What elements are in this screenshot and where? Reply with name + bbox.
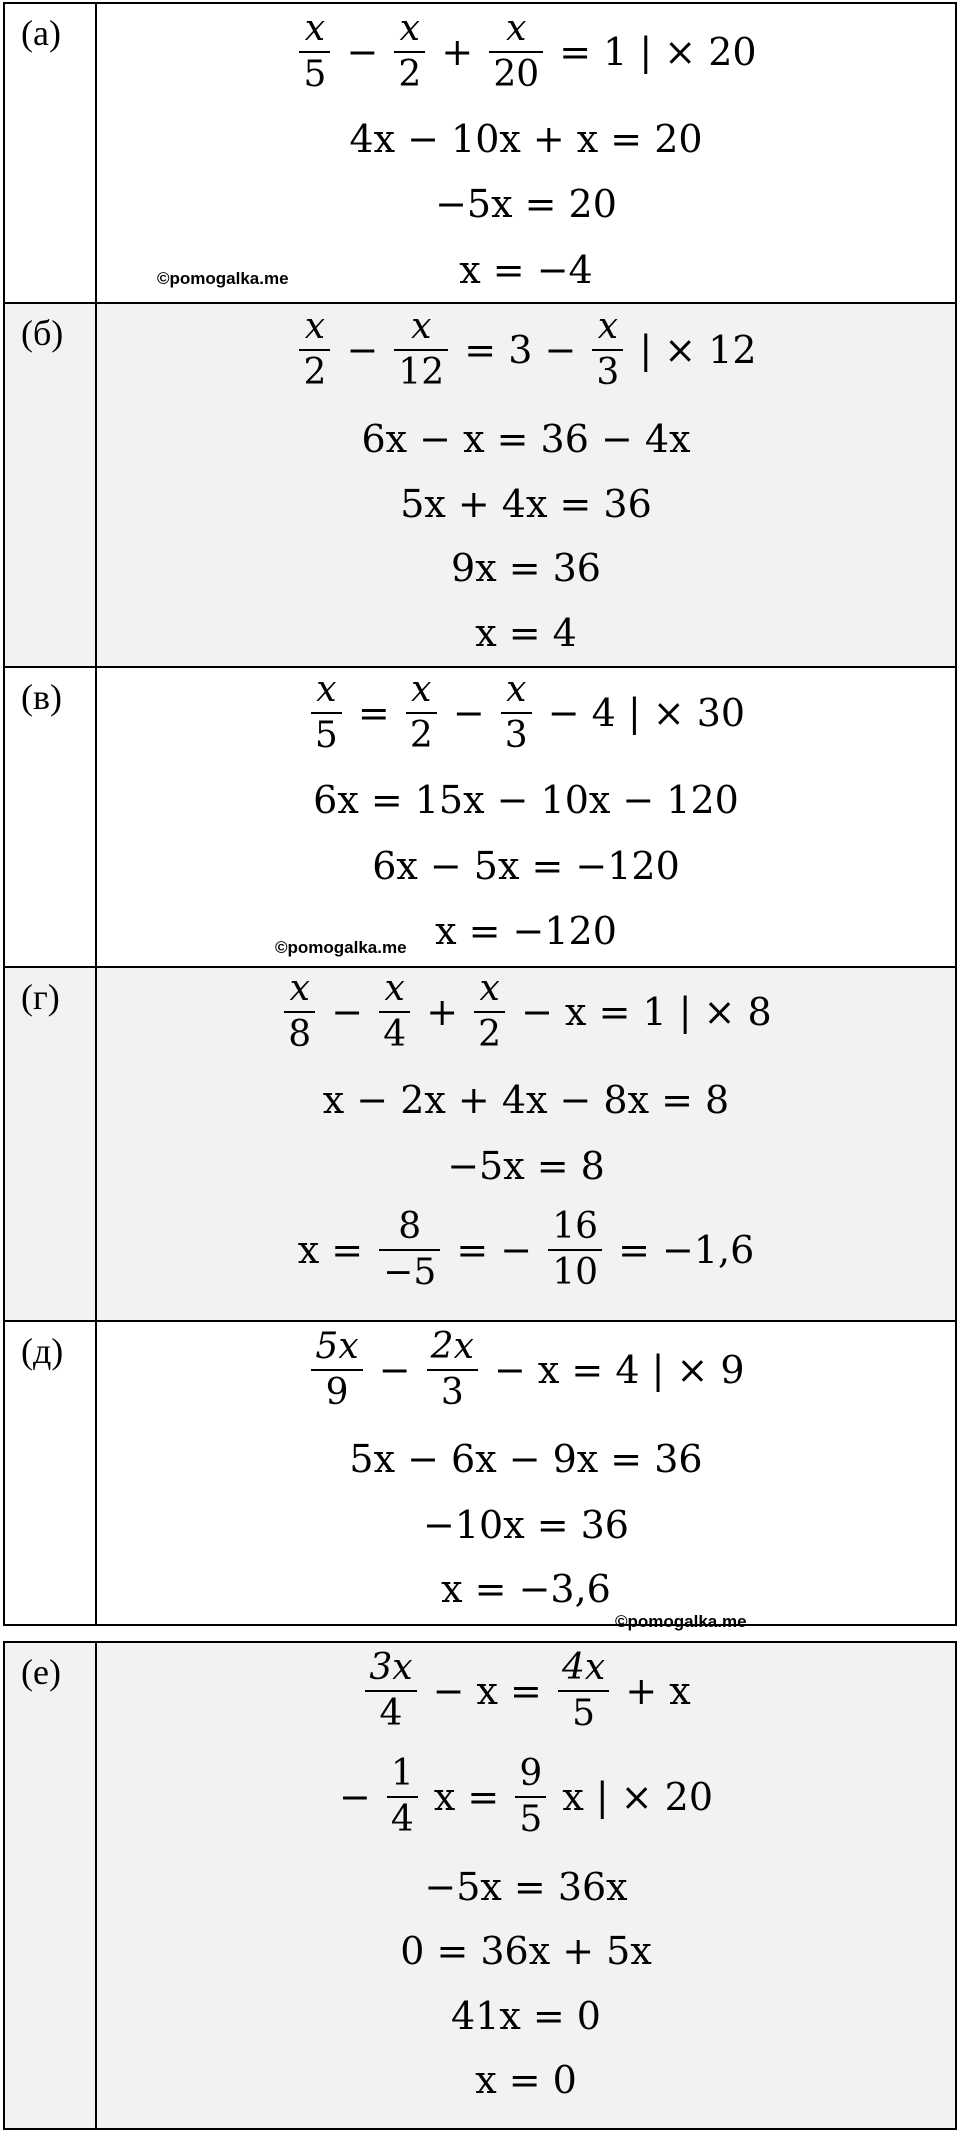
equation-v-line2: 6x = 15x − 10x − 120	[313, 778, 739, 822]
equation-v-line3: 6x − 5x = −120	[372, 844, 680, 888]
equation-g-line2: x − 2x + 4x − 8x = 8	[322, 1078, 730, 1122]
watermark: ©pomogalka.me	[275, 938, 407, 957]
equation-e-line2: − $\frac{1}{4}$ x = $\frac{9}{5}$ x | × 20	[338, 1753, 714, 1840]
row-a	[5, 4, 955, 304]
equation-b-line5: x = 4	[475, 611, 577, 655]
equation-e-line5: 41x = 0	[451, 1994, 601, 2038]
equation-d-line3: −10x = 36	[423, 1503, 629, 1547]
watermark: ©pomogalka.me	[157, 269, 289, 288]
equation-b-line3: 5x + 4x = 36	[400, 482, 652, 526]
equation-v-line4: x = −120	[435, 909, 617, 953]
label-a: (а)	[5, 4, 97, 302]
equation-d-line1: $\frac{5x}{9}$ − $\frac{2x}{3}$ − x = 4 | × 9	[97, 1328, 955, 1412]
equation-e-line3: −5x = 36x	[424, 1865, 628, 1909]
solutions-table-e	[3, 1641, 957, 2130]
content-d	[97, 1322, 955, 1624]
equation-d-line4: x = −3,6	[441, 1567, 611, 1611]
equation-d-line2: 5x − 6x − 9x = 36	[349, 1437, 703, 1481]
equation-a-line4: x = −4	[459, 248, 593, 292]
equation-a-line2: 4x − 10x + x = 20	[349, 117, 703, 161]
content-b	[97, 304, 955, 666]
equation-b-line4: 9x = 36	[451, 546, 601, 590]
equation-e-line1: $\frac{3x}{4}$ − x = $\frac{4x}{5}$ + x	[97, 1649, 955, 1733]
label-g: (г)	[5, 968, 97, 1320]
label-e: (е)	[5, 1643, 97, 2128]
equation-a-line3: −5x = 20	[435, 182, 617, 226]
equation-b-line1: $\frac{x}{2}$ − $\frac{x}{12}$ = 3 − $\frac{x}{3}$ | × 12	[97, 308, 955, 392]
label-d: (д)	[5, 1322, 97, 1624]
content-g	[97, 968, 955, 1320]
solutions-table	[3, 2, 957, 1631]
content-a	[97, 4, 955, 302]
row-e	[5, 1643, 955, 2128]
equation-v-line1: $\frac{x}{5}$ = $\frac{x}{2}$ − $\frac{x}{3}$ − 4 | × 30	[97, 671, 955, 755]
row-g	[5, 968, 955, 1322]
equation-e-line6: x = 0	[475, 2058, 577, 2102]
equation-g-line1: $\frac{x}{8}$ − $\frac{x}{4}$ + $\frac{x}{2}$ − x = 1 | × 8	[97, 970, 955, 1054]
row-v	[5, 668, 955, 968]
watermark: ©pomogalka.me	[615, 1612, 747, 1631]
row-d	[5, 1322, 955, 1631]
equation-e-line4: 0 = 36x + 5x	[400, 1929, 652, 1973]
equation-b-line2: 6x − x = 36 − 4x	[361, 417, 691, 461]
row-b	[5, 304, 955, 668]
equation-g-line4: x = $\frac{8}{-5}$ = − $\frac{16}{10}$ = −1,6	[297, 1206, 755, 1293]
content-v	[97, 668, 955, 966]
label-b: (б)	[5, 304, 97, 666]
equation-a-line1: $\frac{x}{5}$ − $\frac{x}{2}$ + $\frac{x}{20}$ = 1 | × 20	[97, 10, 955, 94]
content-e	[97, 1643, 955, 2128]
label-v: (в)	[5, 668, 97, 966]
equation-g-line3: −5x = 8	[447, 1144, 605, 1188]
